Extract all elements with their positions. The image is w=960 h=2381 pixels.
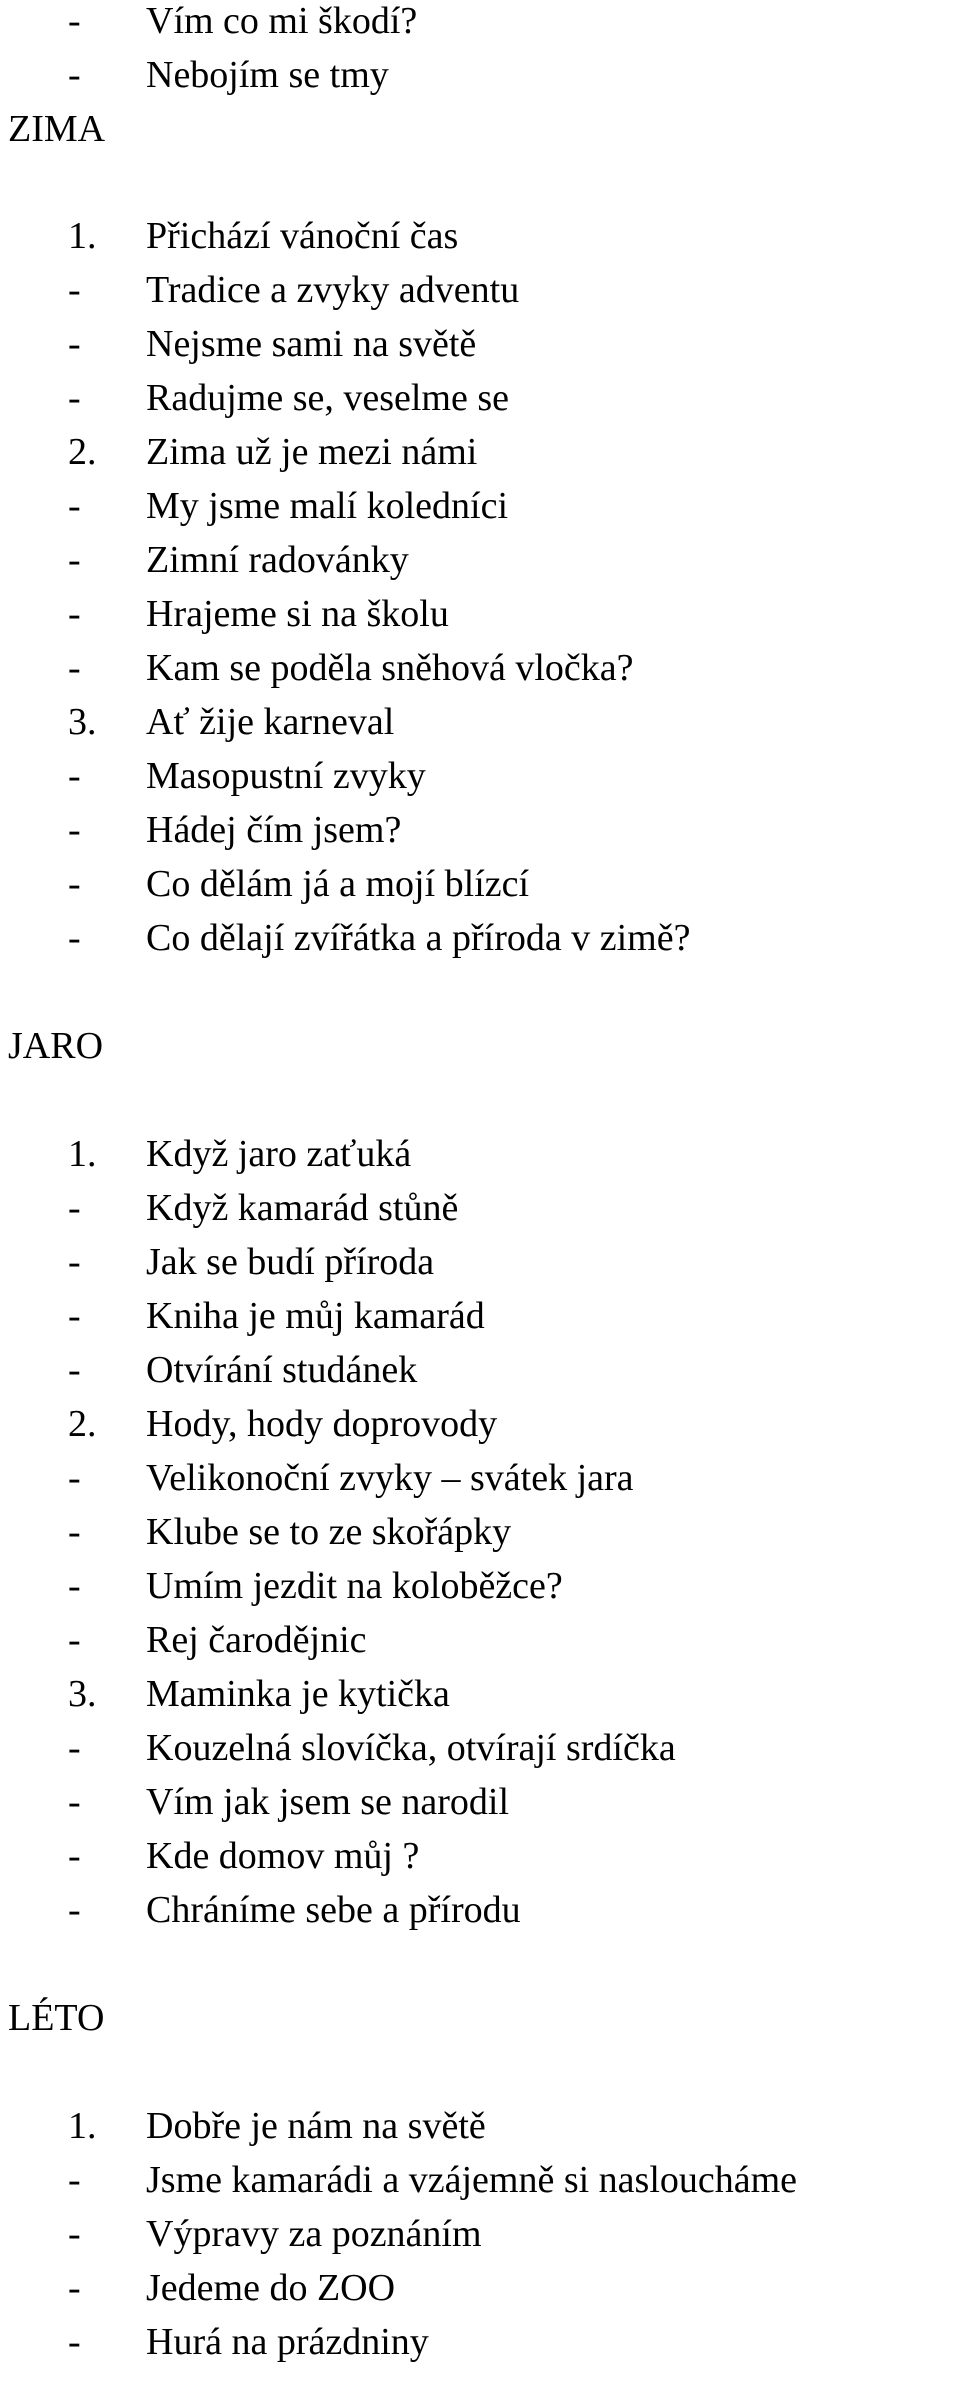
list-marker: - [68,863,81,905]
list-item-text: My jsme malí koledníci [146,485,509,527]
list-item-text: Umím jezdit na koloběžce? [146,1565,563,1607]
list-item-text: Co dělají zvířátka a příroda v zimě? [146,917,691,959]
list-item-text: Chráníme sebe a přírodu [146,1889,521,1931]
list-marker: - [68,2321,81,2363]
list-marker: - [68,54,81,96]
list-marker: - [68,377,81,419]
list-marker: 3. [68,701,97,743]
list-item-text: Zimní radovánky [146,539,409,581]
list-marker: - [68,1295,81,1337]
list-item-text: Kde domov můj ? [146,1835,420,1877]
list-item-text: Co dělám já a mojí blízcí [146,863,530,905]
list-marker: - [68,1457,81,1499]
list-marker: - [68,1241,81,1283]
list-marker: - [68,1349,81,1391]
list-item-text: Když kamarád stůně [146,1187,459,1229]
list-marker: - [68,755,81,797]
list-marker: 1. [68,2105,97,2147]
list-item-text: Velikonoční zvyky – svátek jara [146,1457,634,1499]
list-item-text: Přichází vánoční čas [146,215,459,257]
section-heading-jaro: JARO [8,1025,104,1067]
list-item-text: Otvírání studánek [146,1349,418,1391]
list-item-text: Dobře je nám na světě [146,2105,486,2147]
list-item-text: Nebojím se tmy [146,54,389,96]
list-marker: 3. [68,1673,97,1715]
list-marker: 1. [68,1133,97,1175]
list-item-text: Kam se poděla sněhová vločka? [146,647,634,689]
list-item-text: Maminka je kytička [146,1673,450,1715]
section-heading-zima: ZIMA [8,108,106,150]
list-marker: - [68,1187,81,1229]
list-marker: - [68,917,81,959]
list-item-text: Masopustní zvyky [146,755,426,797]
list-item-text: Hádej čím jsem? [146,809,402,851]
list-marker: - [68,809,81,851]
list-item-text: Výpravy za poznáním [146,2213,482,2255]
list-item-text: Hurá na prázdniny [146,2321,429,2363]
list-item-text: Hody, hody doprovody [146,1403,498,1445]
list-marker: - [68,485,81,527]
list-item-text: Vím jak jsem se narodil [146,1781,510,1823]
list-marker: - [68,593,81,635]
list-marker: 2. [68,431,97,473]
list-item-text: Kouzelná slovíčka, otvírají srdíčka [146,1727,676,1769]
list-marker: - [68,1727,81,1769]
list-marker: - [68,2159,81,2201]
list-item-text: Rej čarodějnic [146,1619,367,1661]
list-marker: - [68,2267,81,2309]
list-marker: - [68,0,81,42]
list-item-text: Když jaro zaťuká [146,1133,412,1175]
list-marker: - [68,647,81,689]
list-item-text: Jak se budí příroda [146,1241,435,1283]
list-marker: - [68,1889,81,1931]
list-item-text: Radujme se, veselme se [146,377,510,419]
list-item-text: Jsme kamarádi a vzájemně si nasloucháme [146,2159,798,2201]
list-marker: - [68,1511,81,1553]
list-item-text: Zima už je mezi námi [146,431,478,473]
list-item-text: Hrajeme si na školu [146,593,449,635]
list-marker: - [68,1835,81,1877]
list-item-text: Nejsme sami na světě [146,323,477,365]
section-heading-leto: LÉTO [8,1997,105,2039]
list-marker: - [68,1619,81,1661]
list-marker: - [68,269,81,311]
list-marker: 2. [68,1403,97,1445]
list-marker: - [68,2213,81,2255]
list-marker: - [68,323,81,365]
list-item-text: Kniha je můj kamarád [146,1295,485,1337]
list-item-text: Klube se to ze skořápky [146,1511,512,1553]
list-item-text: Ať žije karneval [146,701,395,743]
list-marker: - [68,1565,81,1607]
list-item-text: Vím co mi škodí? [146,0,418,42]
list-item-text: Jedeme do ZOO [146,2267,396,2309]
list-marker: - [68,539,81,581]
list-marker: - [68,1781,81,1823]
list-item-text: Tradice a zvyky adventu [146,269,520,311]
list-marker: 1. [68,215,97,257]
